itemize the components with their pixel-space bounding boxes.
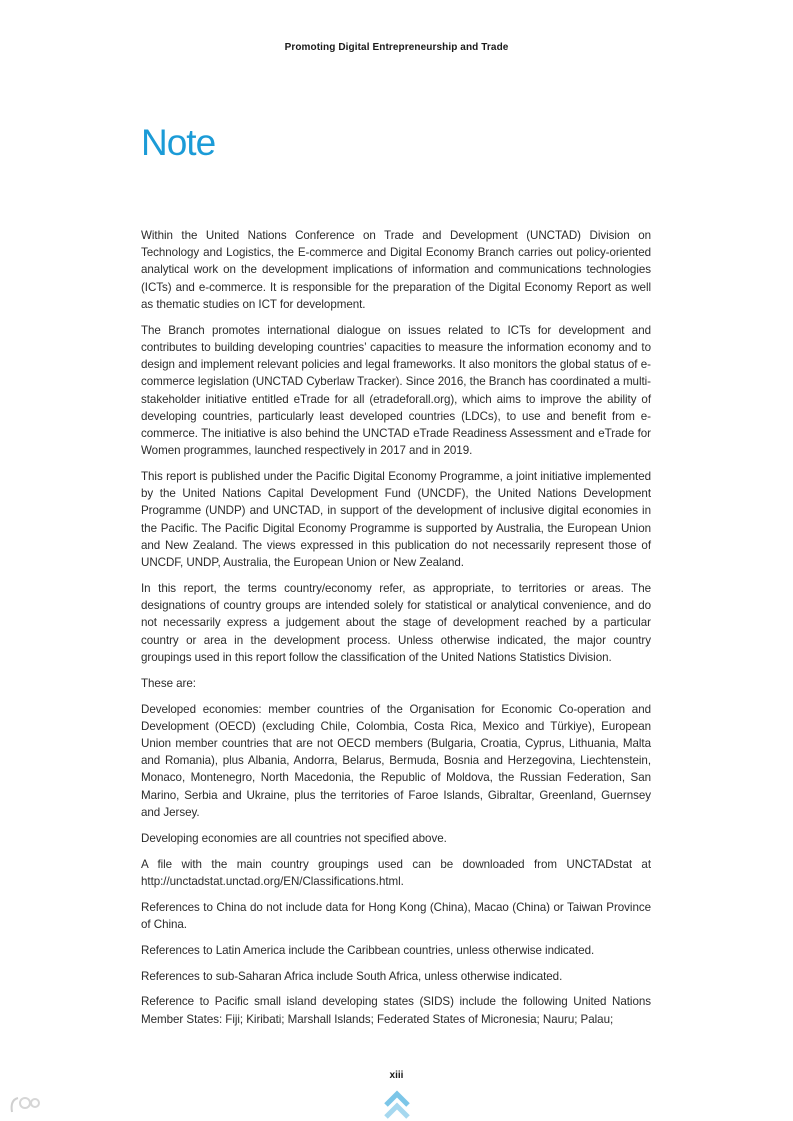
running-header: Promoting Digital Entrepreneurship and Trade [284, 42, 509, 53]
page-title: Note [141, 122, 216, 163]
paragraph-latin-america: References to Latin America include the Caribbean countries, unless otherwise indicated. [141, 943, 595, 957]
watermark-logo-icon [8, 1094, 42, 1116]
paragraph-china: References to China do not include data for Hong Kong (China), Macao (China) or Taiwan Province of China. [141, 900, 651, 931]
paragraph-pacific-programme: This report is published under the Pacific Digital Economy Programme, a joint initiative implemented by the United Nations Capital Development Fund (UNCDF), the United Nations Development Programme (UNDP) and UNCTAD, in support of the development of inclusive digital economies in the Pacific. The Pacific Digital Economy Programme is supported by Australia, the European Union and New Zealand. The views expressed in this publication do not necessarily represent those of UNCDF, UNDP, Australia, the European Union or New Zealand. [141, 470, 651, 570]
paragraph-pacific-sids: Reference to Pacific small island developing states (SIDS) include the following United Nations Member States: Fiji; Kiribati; Marshall Islands; Federated States of Micronesia; Nauru; Palau; [141, 995, 651, 1026]
paragraph-branch-activities: The Branch promotes international dialogue on issues related to ICTs for development and contributes to building developing countries’ capacities to measure the information economy and to design and implement relevant policies and legal frameworks. It also monitors the global status of e-commerce legislation (UNCTAD Cyberlaw Tracker). Since 2016, the Branch has coordinated a multi-stakeholder initiative entitled eTrade for all (etradeforall.org), which aims to improve the ability of developing countries, particularly least developed countries (LDCs), to use and benefit from e-commerce. The initiative is also behind the UNCTAD eTrade Readiness Assessment and eTrade for Women programmes, launched respectively in 2017 and in 2019. [141, 323, 651, 458]
paragraph-terms: In this report, the terms country/economy refer, as appropriate, to territories or areas. The designations of country groups are intended solely for statistical or analytical convenience, and do not necessarily express a judgement about the stage of development reached by a particular country or area in the development process. Unless otherwise indicated, the major country groupings used in this report follow the classification of the United Nations Statistics Division. [141, 581, 651, 664]
body-text [141, 227, 651, 1037]
page-number: xiii [389, 1070, 404, 1081]
paragraph-developed-economies: Developed economies: member countries of the Organisation for Economic Co-operation and Development (OECD) (excluding Chile, Colombia, Costa Rica, Mexico and Türkiye), European Union member countries that are not OECD members (Bulgaria, Croatia, Cyprus, Lithuania, Malta and Romania), plus Albania, Andorra, Belarus, Bermuda, Bosnia and Herzegovina, Liechtenstein, Monaco, Montenegro, North Macedonia, the Republic of Moldova, the Russian Federation, San Marino, Serbia and Ukraine, plus the territories of Faroe Islands, Gibraltar, Greenland, Guernsey and Jersey. [141, 702, 651, 819]
chevron-up-icon[interactable] [383, 1090, 411, 1121]
paragraph-groupings-file: A file with the main country groupings used can be downloaded from UNCTADstat at http://unctadstat.unctad.org/EN/Classifications.html. [141, 857, 651, 888]
paragraph-unctad-branch: Within the United Nations Conference on Trade and Development (UNCTAD) Division on Technology and Logistics, the E-commerce and Digital Economy Branch carries out policy-oriented analytical work on the development implications of information and communications technologies (ICTs) and e-commerce. It is responsible for the preparation of the Digital Economy Report as well as thematic studies on ICT for development. [141, 229, 651, 311]
paragraph-sub-saharan-africa: References to sub-Saharan Africa include South Africa, unless otherwise indicated. [141, 969, 563, 983]
paragraph-these-are: These are: [141, 676, 196, 690]
paragraph-developing-economies: Developing economies are all countries not specified above. [141, 831, 447, 845]
